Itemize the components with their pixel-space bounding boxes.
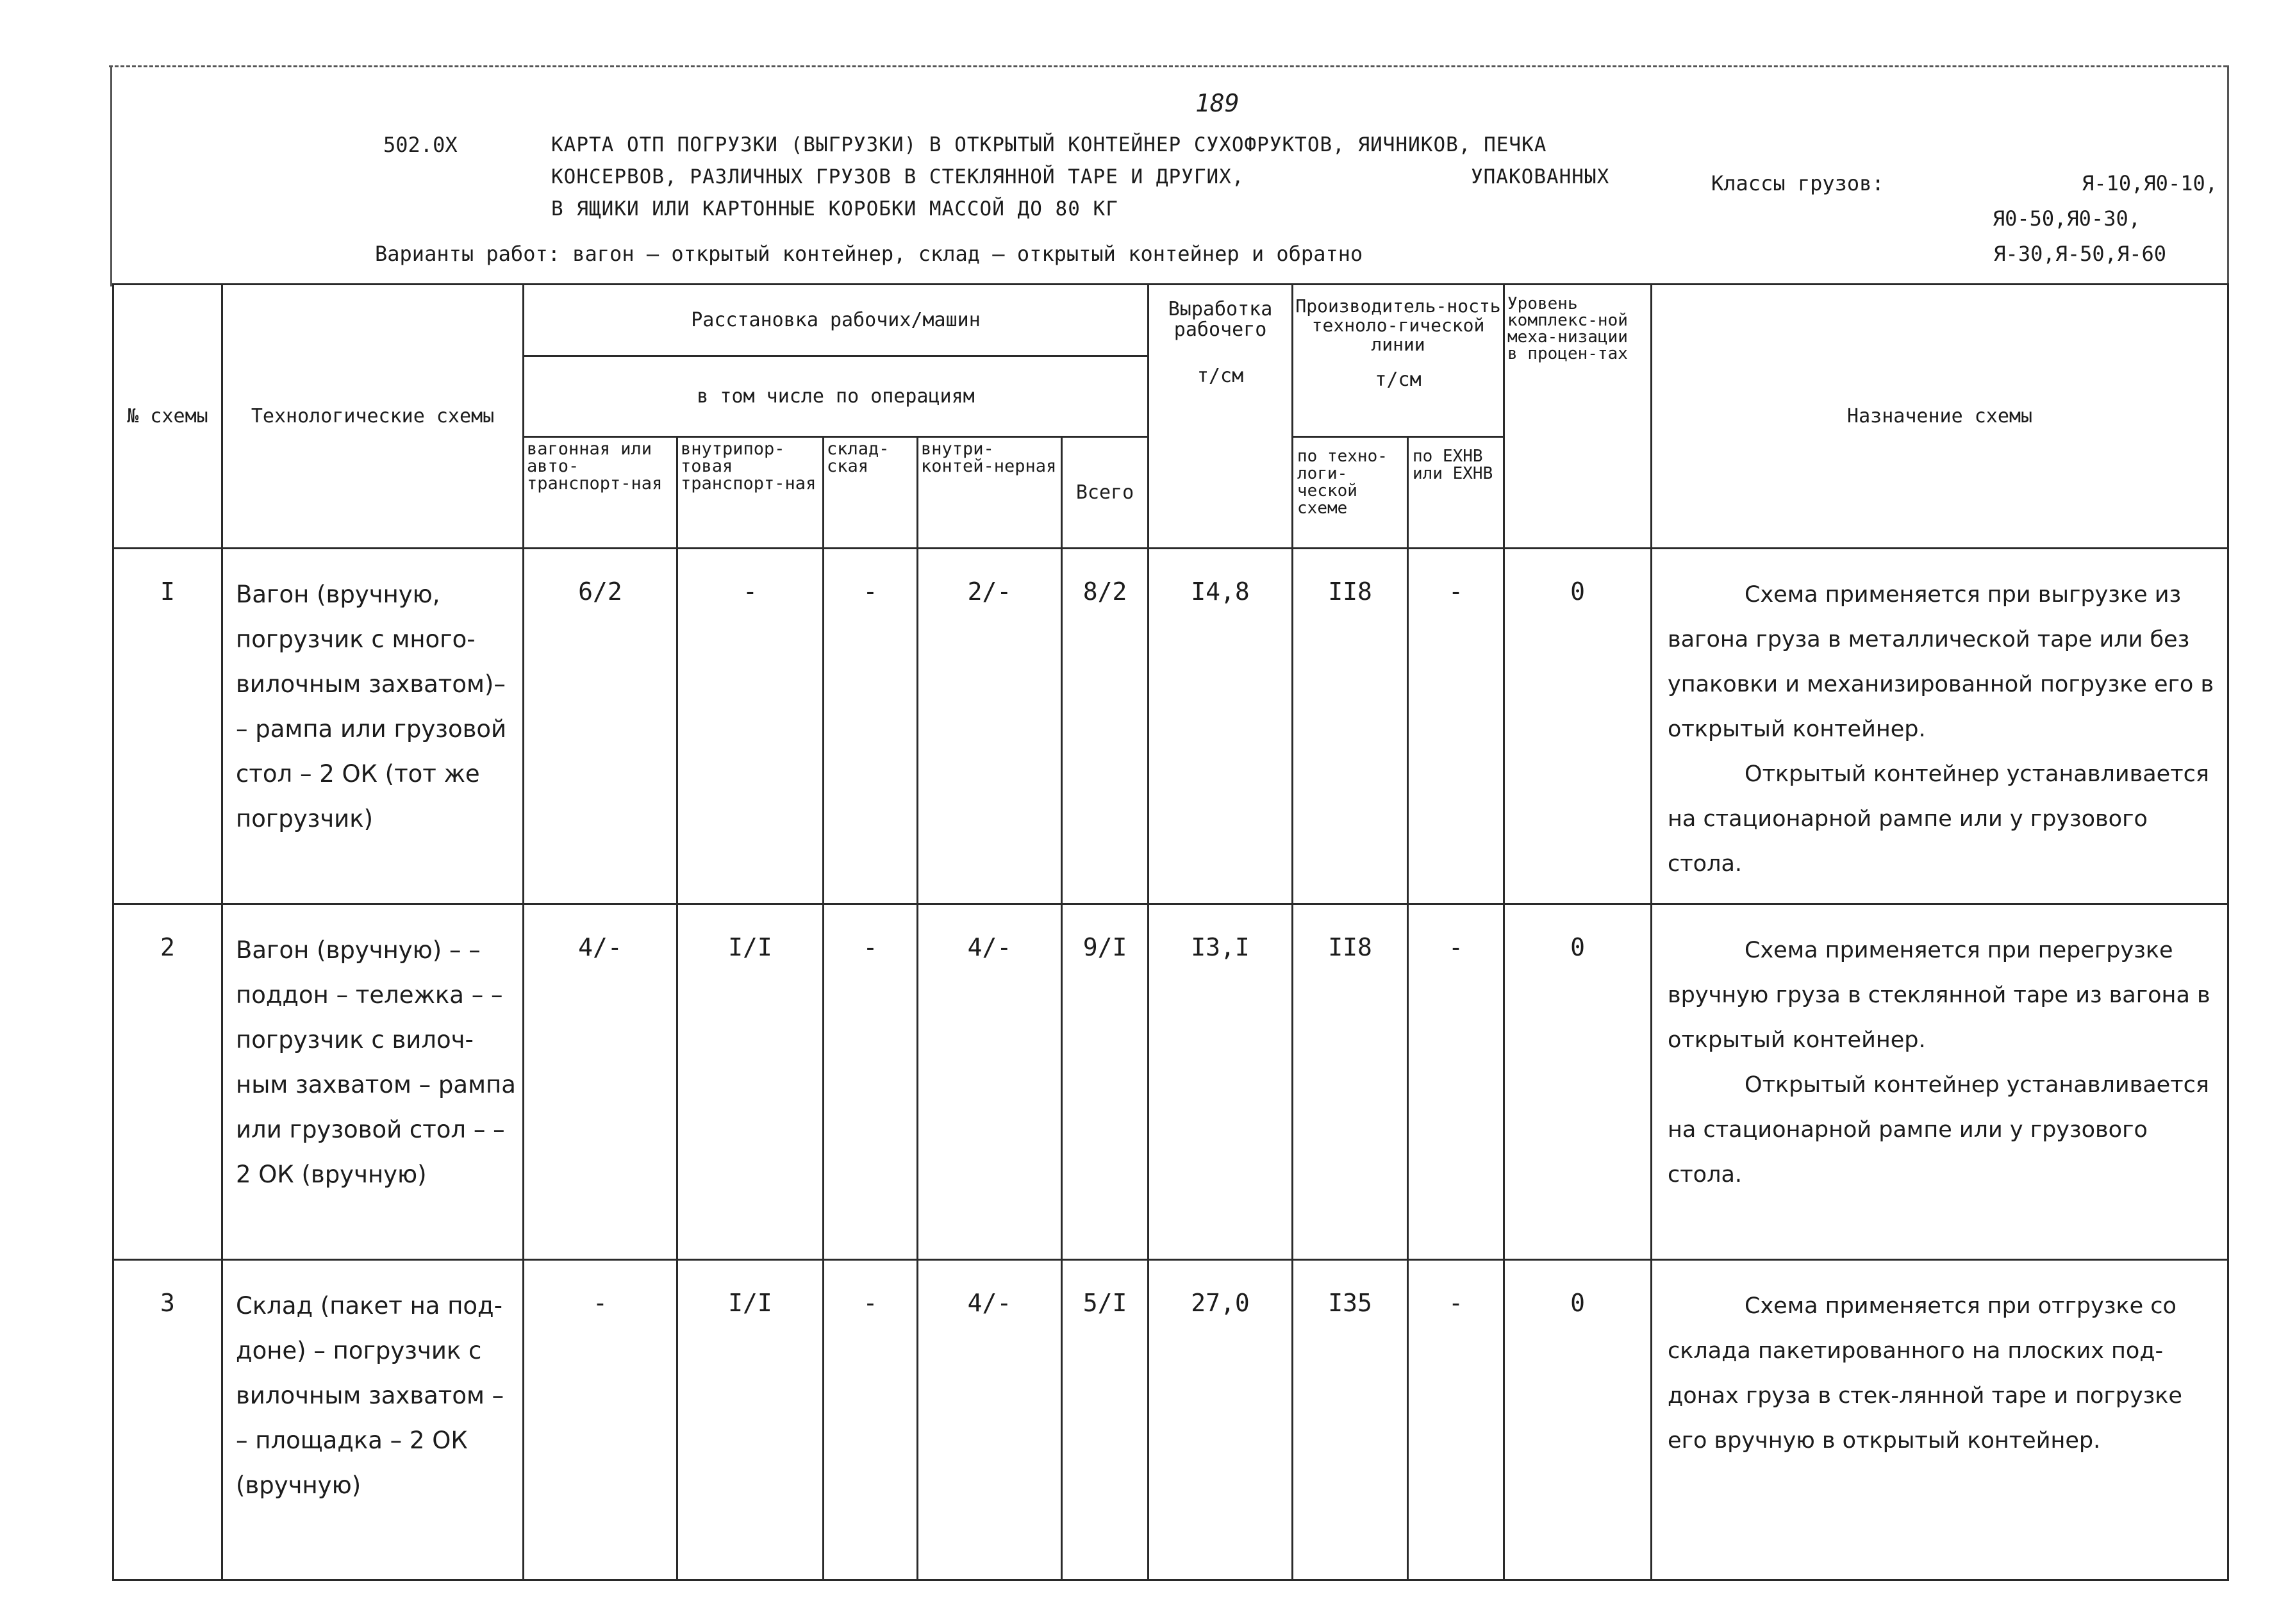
header-op-warehouse: склад-ская (824, 437, 918, 549)
cargo-classes-line-2: Я0-50,Я0-30, (1992, 206, 2141, 231)
row-tech: Склад (пакет на под-доне) – погрузчик с вилочным захватом – – площадка – 2 ОК (вручную) (222, 1260, 524, 1580)
header-op-intracontainer: внутри-контей-нерная (918, 437, 1062, 549)
row-warehouse: - (824, 1260, 918, 1580)
title-line-2: КОНСЕРВОВ, РАЗЛИЧНЫХ ГРУЗОВ В СТЕКЛЯННОЙ ТАРЕ И ДРУГИХ, (551, 165, 1245, 188)
row-warehouse: - (824, 904, 918, 1260)
doc-code: 502.0Х (383, 133, 458, 157)
row-prod-scheme: I35 (1293, 1260, 1408, 1580)
row-purpose (1652, 904, 2228, 1260)
purpose-paragraph-1: Схема применяется при отгрузке со склада пакетированного на плоских под-донах груза в стек-лянной таре и погрузке его вручную в открытый контейнер. (1668, 1293, 2182, 1454)
row-wagon: 4/- (524, 904, 677, 1260)
row-mech: 0 (1504, 1260, 1652, 1580)
purpose-paragraph-1: Схема применяется при выгрузке из вагона груза в металлической таре или без упаковки и механизированной погрузке его в открытый контейнер. (1668, 582, 2214, 742)
row-tech: Вагон (вручную) – – поддон – тележка – – погрузчик с вилоч-ным захватом – рампа или грузовой стол – – 2 ОК (вручную) (222, 904, 524, 1260)
page-number: 189 (1195, 89, 1240, 117)
row-total: 5/I (1062, 1260, 1148, 1580)
header-productivity-label: Производитель-ность техноло-гической линии (1295, 295, 1501, 355)
header-placement: Расстановка рабочих/машин (524, 285, 1148, 356)
row-wagon: - (524, 1260, 677, 1580)
row-purpose (1652, 549, 2228, 904)
table-row (113, 1260, 2228, 1580)
header-tech: Технологические схемы (222, 285, 524, 549)
header-num: № схемы (113, 285, 222, 549)
row-mech: 0 (1504, 549, 1652, 904)
row-prod-ekhnv: - (1408, 549, 1504, 904)
row-prod-ekhnv: - (1408, 1260, 1504, 1580)
title-packed: УПАКОВАННЫХ (1471, 165, 1610, 188)
row-output: 27,0 (1148, 1260, 1293, 1580)
header-op-wagon: вагонная или авто-транспорт-ная (524, 437, 677, 549)
header-prod-scheme: по техно-логи-ческой схеме (1293, 437, 1408, 549)
right-border (2227, 65, 2229, 286)
cargo-classes-line-3: Я-30,Я-50,Я-60 (1993, 242, 2166, 266)
row-wagon: 6/2 (524, 549, 677, 904)
purpose-paragraph-1: Схема применяется при перегрузке вручную груза в стеклянной таре из вагона в открытый контейнер. (1668, 938, 2210, 1053)
row-output: I4,8 (1148, 549, 1293, 904)
row-total: 9/I (1062, 904, 1148, 1260)
row-prod-scheme: II8 (1293, 904, 1408, 1260)
header-output-label: Выработка рабочего (1168, 298, 1273, 341)
row-total: 8/2 (1062, 549, 1148, 904)
left-border (110, 65, 112, 286)
row-intraport: I/I (677, 904, 824, 1260)
header-op-intraport: внутрипор-товая транспорт-ная (677, 437, 824, 549)
title-line-3: В ЯЩИКИ ИЛИ КАРТОННЫЕ КОРОБКИ МАССОЙ ДО 80 КГ (551, 197, 1118, 220)
table-row (113, 549, 2228, 904)
row-intracontainer: 2/- (918, 549, 1062, 904)
row-num: I (113, 549, 222, 904)
cargo-classes-label: Классы грузов: (1711, 171, 1884, 195)
row-intracontainer: 4/- (918, 904, 1062, 1260)
row-intraport: I/I (677, 1260, 824, 1580)
cargo-classes-line-1: Я-10,Я0-10, (2082, 171, 2218, 195)
row-prod-scheme: II8 (1293, 549, 1408, 904)
header-productivity-unit: т/см (1375, 369, 1422, 391)
row-num: 2 (113, 904, 222, 1260)
row-output: I3,I (1148, 904, 1293, 1260)
row-num: 3 (113, 1260, 222, 1580)
tech-schemes-table (112, 283, 2229, 1581)
row-intracontainer: 4/- (918, 1260, 1062, 1580)
header-by-operations: в том числе по операциям (524, 356, 1148, 437)
header-mech-level: Уровень комплекс-ной меха-низации в процен-тах (1504, 285, 1652, 549)
row-mech: 0 (1504, 904, 1652, 1260)
row-purpose (1652, 1260, 2228, 1580)
title-line-1: КАРТА ОТП ПОГРУЗКИ (ВЫГРУЗКИ) В ОТКРЫТЫЙ КОНТЕЙНЕР СУХОФРУКТОВ, ЯИЧНИКОВ, ПЕЧКА (551, 133, 1547, 156)
header-op-total: Всего (1062, 437, 1148, 549)
header-purpose: Назначение схемы (1652, 285, 2228, 549)
top-border (109, 65, 2227, 67)
row-warehouse: - (824, 549, 918, 904)
header-prod-ekhnv: по ЕХНВ или ЕХНВ (1408, 437, 1504, 549)
purpose-paragraph-2: Открытый контейнер устанавливается на стационарной рампе или у грузового стола. (1668, 1072, 2209, 1188)
row-tech: Вагон (вручную, погрузчик с много-вилочным захватом)– – рампа или грузовой стол – 2 ОК (тот же погрузчик) (222, 549, 524, 904)
table-row (113, 904, 2228, 1260)
work-variants: Варианты работ: вагон – открытый контейнер, склад – открытый контейнер и обратно (375, 242, 1363, 266)
purpose-paragraph-2: Открытый контейнер устанавливается на стационарной рампе или у грузового стола. (1668, 761, 2209, 877)
header-output (1148, 285, 1293, 549)
row-prod-ekhnv: - (1408, 904, 1504, 1260)
header-output-unit: т/см (1197, 365, 1244, 387)
header-productivity (1293, 285, 1504, 437)
row-intraport: - (677, 549, 824, 904)
